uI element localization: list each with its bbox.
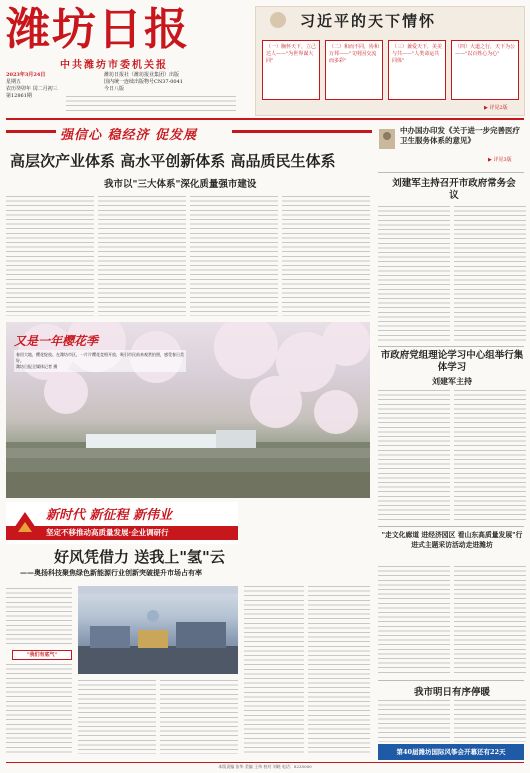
slogan-rule-left: [6, 130, 56, 133]
masthead-issue: 第12861期: [6, 93, 32, 99]
theme-banner-line2: 坚定不移推动高质量发展·企业调研行: [6, 526, 238, 540]
masthead-subtitle: 中共潍坊市委机关报: [60, 60, 168, 71]
masthead-weekday: 星期五: [6, 79, 22, 85]
masthead-title: 潍坊日报: [6, 4, 190, 55]
notice-box[interactable]: [378, 122, 526, 168]
slogan-rule-right: [232, 130, 372, 133]
banner-note-text: 详见2版: [489, 105, 508, 111]
side-story1-headline[interactable]: "走文化廊道 进经济园区 看山东高质量发展"行进式主题采访活动走进潍坊: [381, 531, 523, 549]
meeting1-col-1: [378, 206, 450, 342]
footer-text: 本版责编 张华 美编 王伟 校对 刘晓 电话：8235000: [218, 764, 312, 769]
spring-photo-title: 又是一年樱花季: [14, 334, 99, 348]
lead-body-col-1: [6, 196, 94, 316]
lead-subheadline[interactable]: 我市以"三大体系"深化质量强市建设: [104, 179, 257, 190]
banner-box-3-text: （三）兼爱天下，美美与共——"人类命运共同体": [392, 44, 443, 64]
banner-box-4-text: （四）大道之行，天下为公——"以百姓心为心": [455, 44, 516, 57]
feature-body-col-1: [6, 664, 72, 754]
banner-title[interactable]: 习近平的天下情怀: [300, 12, 437, 30]
masthead-publisher-block: [104, 72, 214, 93]
feature-subheadline[interactable]: ——奥扬科技聚焦绿色新能源行业创新突破提升市场占有率: [20, 568, 202, 577]
banner-box-1[interactable]: [262, 40, 320, 100]
banner-note: ▶ 详见2版: [484, 105, 508, 111]
masthead-cn: 国内统一连续出版物号CN37-0041: [104, 79, 183, 85]
masthead-pages: 今日八版: [104, 86, 125, 92]
feature-body-col-4: [244, 586, 304, 754]
spring-photo-caption: 春回大地，樱花绽放。在潍坊市区，一片片樱花竞相开放，吸引市民前来观赏拍照，感受春日美好。: [16, 352, 184, 363]
theme-banner-line1: 新时代 新征程 新伟业: [46, 508, 173, 523]
ribbon-icon: [12, 508, 38, 534]
factory-photo[interactable]: [78, 586, 238, 674]
masthead-date: 2023年3月24日: [6, 72, 46, 78]
masthead-weather-strip: [66, 96, 236, 114]
masthead-rule: [6, 118, 524, 120]
masthead-lunar: 农历癸卯年 闰二月初三: [6, 86, 58, 92]
side-story2-headline[interactable]: 我市明日有序停暖: [413, 687, 490, 698]
lead-body-col-4: [282, 196, 370, 316]
lead-body-col-2: [98, 196, 186, 316]
banner-box-4[interactable]: [451, 40, 519, 100]
banner-box-3[interactable]: [388, 40, 446, 100]
spring-photo-credit: 潍坊日报全媒体记者 摄: [16, 364, 58, 369]
side-story2-col-2: [454, 700, 526, 742]
footer-rule: [6, 762, 524, 763]
feature-headline[interactable]: 好风凭借力 送我上"氢"云: [54, 548, 225, 566]
right-divider-3: [378, 526, 524, 527]
meeting1-col-2: [454, 206, 526, 342]
feature-lead-col: [6, 588, 72, 644]
masthead-weather-lines: [66, 96, 236, 114]
spring-photo-caption-box: [14, 350, 186, 372]
notice-note-text: 详见3版: [493, 157, 512, 163]
masthead-publisher: 潍坊日报社（潍坊报业集团）出版: [104, 72, 180, 78]
factory-image: [78, 586, 238, 674]
lead-headline[interactable]: 高层次产业体系 高水平创新体系 高品质民生体系: [10, 152, 336, 170]
right-divider-1: [378, 172, 524, 173]
meeting1-headline[interactable]: 刘建军主持召开市政府常务会议: [392, 178, 516, 201]
meeting2-byline: 刘建军主持: [432, 376, 472, 386]
banner-box-2[interactable]: [325, 40, 383, 100]
meeting2-headline[interactable]: 市政府党组理论学习中心组举行集体学习: [380, 350, 524, 373]
masthead-date-block: [6, 72, 64, 100]
right-divider-4: [378, 680, 524, 681]
notice-note: ▶ 详见3版: [488, 157, 512, 163]
side-story2-col-1: [378, 700, 450, 742]
theme-banner: [6, 502, 238, 544]
side-story1-col-2: [454, 566, 526, 676]
feature-body-col-2: [78, 680, 156, 754]
event-countdown-bar[interactable]: 第40届潍坊国际风筝会开幕还有22天: [378, 744, 524, 760]
feature-section-label: "我们有底气": [12, 650, 72, 660]
slogan: 强信心 稳经济 促发展: [60, 128, 198, 143]
feature-body-col-5: [308, 586, 370, 754]
right-divider-2: [378, 346, 524, 347]
notice-title: 中办国办印发《关于进一步完善医疗卫生服务体系的意见》: [400, 126, 520, 145]
banner-box-2-text: （二）和而不同，协和万邦——"文明因交流而多彩": [329, 44, 380, 64]
feature-body-col-3: [160, 680, 238, 754]
side-story1-col-1: [378, 566, 450, 676]
notice-portrait-icon: [378, 128, 396, 150]
banner-portrait-icon: [258, 10, 298, 30]
lead-body-col-3: [190, 196, 278, 316]
meeting2-col-1: [378, 390, 450, 520]
meeting2-col-2: [454, 390, 526, 520]
banner-box-1-text: （一）胸怀天下，立己达人——"为世界谋大同": [266, 44, 317, 64]
